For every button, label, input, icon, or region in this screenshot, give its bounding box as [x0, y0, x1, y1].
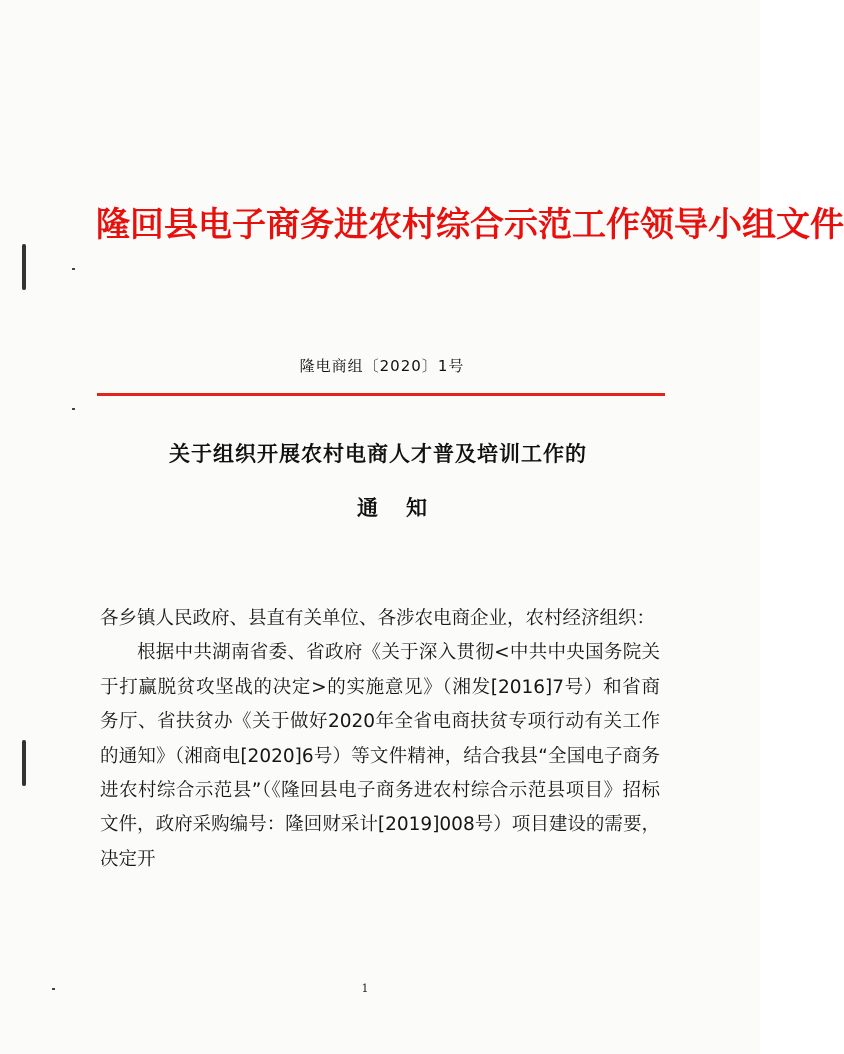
notice-title-line2: 通知	[357, 496, 455, 520]
issuer-header-title: 隆回县电子商务进农村综合示范工作领导小组文件	[96, 205, 844, 245]
scan-speck	[72, 408, 75, 410]
binding-hole	[22, 244, 26, 290]
red-divider-rule	[97, 393, 665, 396]
scan-speck	[52, 988, 55, 990]
document-number: 隆电商组〔2020〕1号	[299, 357, 465, 375]
page-number: 1	[361, 982, 369, 995]
notice-title-line1: 关于组织开展农村电商人才普及培训工作的	[169, 442, 587, 466]
salutation: 各乡镇人民政府、县直有关单位、各涉农电商企业，农村经济组织：	[100, 608, 656, 629]
binding-hole	[22, 740, 26, 786]
scan-speck	[72, 268, 75, 270]
document-body	[100, 602, 660, 877]
body-paragraph: 根据中共湖南省委、省政府《关于深入贯彻<中共中央国务院关于打赢脱贫攻坚战的决定>的实施意见》（湘发[2016]7号）和省商务厅、省扶贫办《关于做好2020年全省电商扶贫专项行动有关工作的通知》（湘商电[2020]6号）等文件精神，结合我县“全国电子商务进农村综合示范县”（《隆回县电子商务进农村综合示范县项目》招标文件，政府采购编号：隆回财采计[2019]008号）项目建设的需要，决定开	[100, 642, 660, 870]
